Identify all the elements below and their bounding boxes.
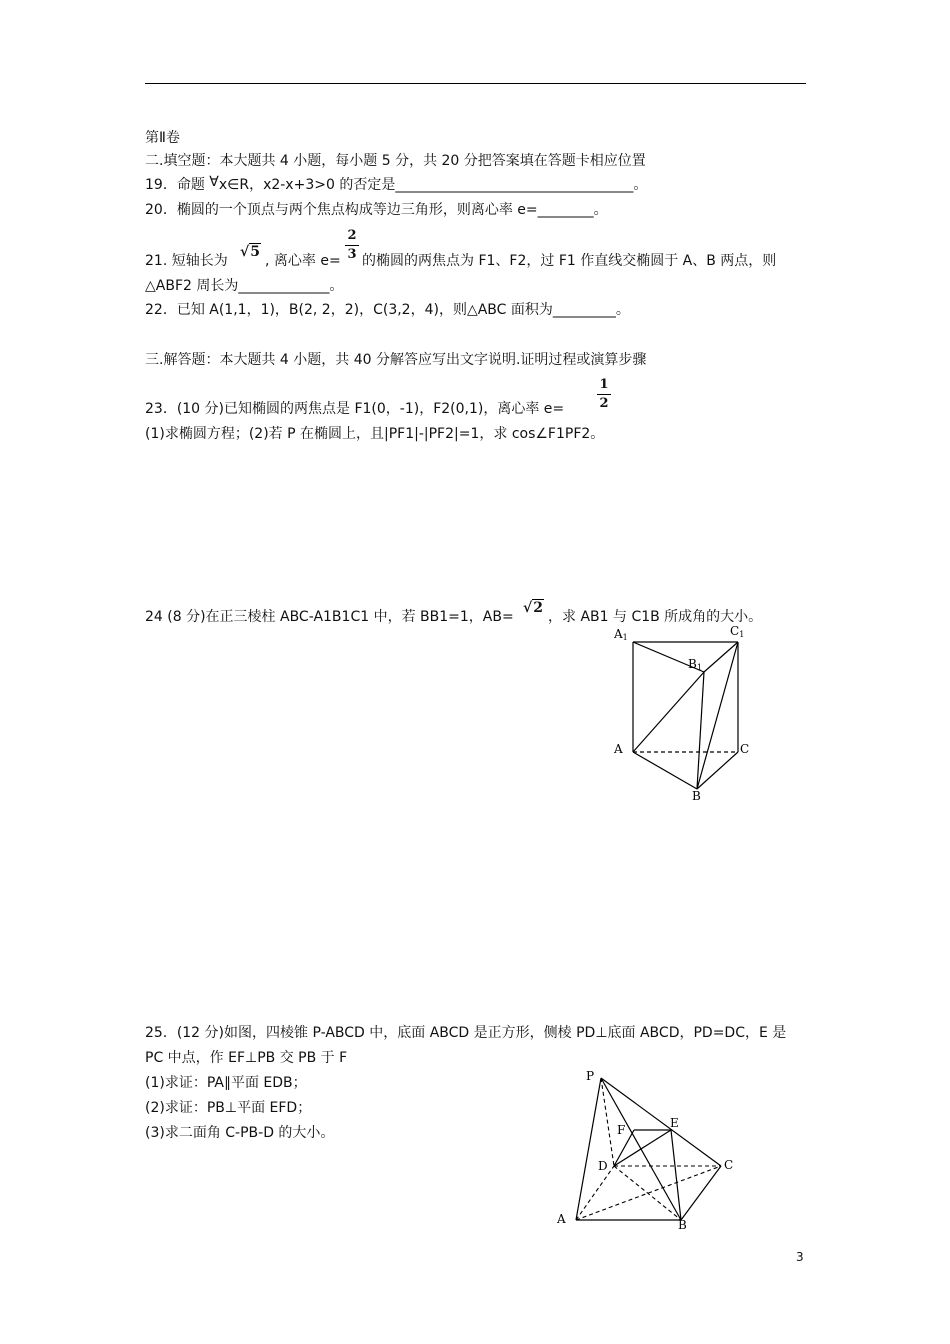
q25-line2: PC 中点，作 EF⊥PB 交 PB 于 F: [145, 1050, 348, 1066]
frac-denominator: 2: [599, 396, 609, 411]
edge-a-b: [633, 752, 697, 789]
edge-p-c: [601, 1078, 721, 1166]
label-b: B: [678, 1218, 687, 1232]
hidden-edge-a-d: [576, 1166, 614, 1220]
label-e: E: [670, 1116, 679, 1130]
hidden-diagonal-a-c: [576, 1166, 721, 1220]
sqrt-2: √2: [523, 600, 543, 616]
fraction-one-half: [597, 377, 611, 412]
solve-heading: 三.解答题：本大题共 4 小题，共 40 分解答应写出文字说明.证明过程或演算步骤: [145, 352, 647, 368]
q21-eccentricity: , 离心率 e=: [265, 253, 341, 269]
q21-prefix: 21. 短轴长为: [145, 253, 228, 269]
q23-prefix: 23．(10 分)已知椭圆的两焦点是 F1(0，-1)，F2(0,1)，离心率 e=: [145, 401, 565, 417]
segment-e-b: [671, 1130, 681, 1220]
frac-numerator: 2: [347, 228, 357, 243]
question-19: [145, 176, 647, 194]
sqrt-5-radicand: 5: [250, 244, 260, 260]
forall-symbol: ∀: [209, 174, 219, 190]
sqrt-2-radicand: 2: [533, 600, 543, 616]
q25-line1: 25．(12 分)如图，四棱锥 P-ABCD 中，底面 ABCD 是正方形，侧棱 PD⊥底面 ABCD，PD=DC，E 是: [145, 1025, 787, 1041]
label-f: F: [617, 1123, 626, 1137]
q19-body: x∈R，x2-x+3>0 的否定是__________________________________。: [218, 177, 648, 193]
pyramid-figure: [550, 1060, 750, 1235]
prism-figure: [600, 620, 760, 805]
q21-body: 的椭圆的两焦点为 F1、F2，过 F1 作直线交椭圆于 A、B 两点，则: [362, 253, 777, 269]
edge-b-c: [697, 752, 738, 789]
sqrt-5: √5: [240, 244, 260, 260]
q24-body: ，求 AB1 与 C1B 所成角的大小。: [548, 609, 763, 625]
page-number: 3: [796, 1250, 804, 1264]
q25-part3: (3)求二面角 C-PB-D 的大小。: [145, 1125, 335, 1141]
label-b1: B1: [688, 657, 702, 672]
label-c: C: [724, 1158, 734, 1172]
label-c: C: [740, 742, 750, 756]
header-rule: [145, 83, 806, 84]
label-a: A: [614, 742, 623, 756]
fraction-two-thirds: [345, 228, 359, 263]
label-p: P: [586, 1069, 595, 1083]
hidden-diagonal-d-b: [614, 1166, 681, 1220]
fill-heading: 二.填空题：本大题共 4 小题，每小题 5 分，共 20 分把答案填在答题卡相应位置: [145, 153, 646, 169]
edge-b-b1: [697, 672, 704, 789]
question-22: 22．已知 A(1,1，1)，B(2, 2，2)，C(3,2，4)，则△ABC 面积为_________。: [145, 302, 630, 318]
frac-numerator: 1: [599, 377, 609, 392]
diagonal-c1-b: [697, 642, 738, 789]
frac-denominator: 3: [347, 247, 357, 262]
label-a: A: [557, 1212, 566, 1226]
q19-prefix: 19．命题: [145, 177, 205, 193]
section-title: 第Ⅱ卷: [145, 130, 180, 146]
label-d: D: [598, 1159, 608, 1173]
label-c1: C1: [730, 624, 745, 639]
q25-part2: (2)求证：PB⊥平面 EFD；: [145, 1100, 312, 1116]
diagonal-a-b1: [633, 672, 704, 752]
q21-end: △ABF2 周长为_____________。: [145, 278, 344, 294]
label-a1: A1: [614, 627, 628, 642]
edge-b1-c1: [704, 642, 738, 672]
edge-b-c: [681, 1166, 721, 1220]
q23-parts: (1)求椭圆方程；(2)若 P 在椭圆上，且|PF1|-|PF2|=1，求 cos∠F1PF2。: [145, 426, 605, 442]
question-20: 20．椭圆的一个顶点与两个焦点构成等边三角形，则离心率 e=________。: [145, 202, 608, 218]
label-b: B: [692, 789, 701, 803]
q25-part1: (1)求证：PA∥平面 EDB；: [145, 1075, 307, 1091]
q24-prefix: 24 (8 分)在正三棱柱 ABC-A1B1C1 中，若 BB1=1，AB=: [145, 609, 514, 625]
edge-p-a: [576, 1078, 601, 1220]
hidden-edge-p-d: [601, 1078, 614, 1166]
